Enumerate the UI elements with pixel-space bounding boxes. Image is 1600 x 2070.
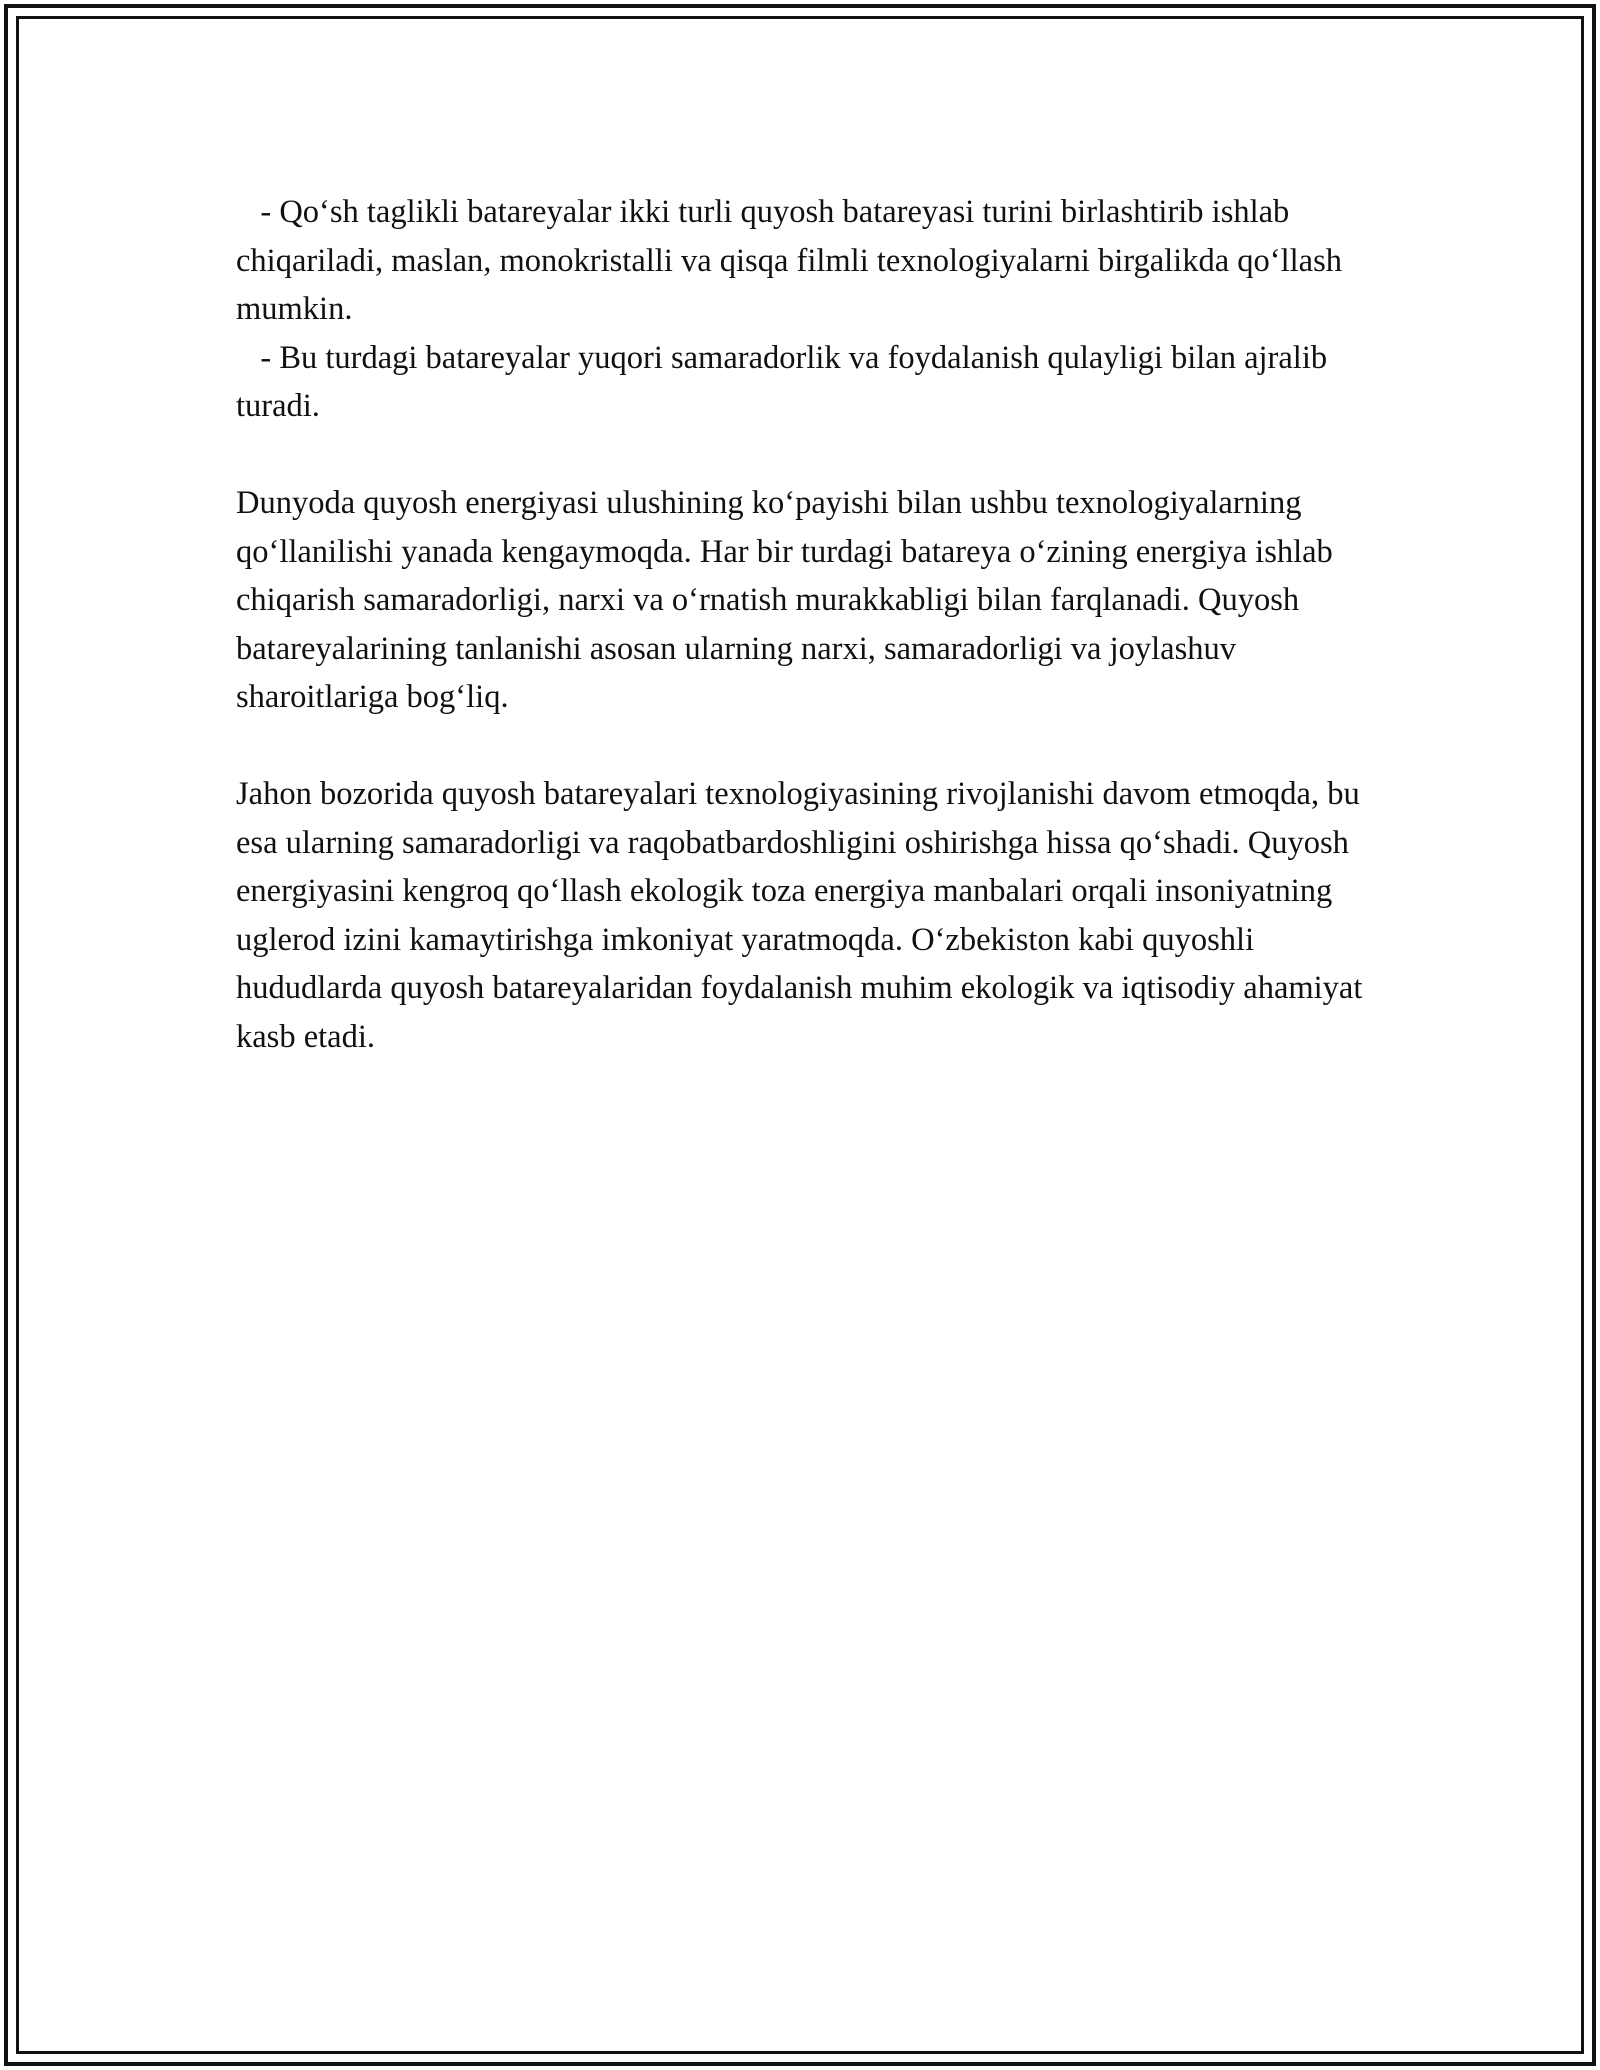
body-paragraph-2: Jahon bozorida quyosh batareyalari texnologiyasining rivojlanishi davom etmoqda, bu esa ularning samaradorligi va raqobatbardoshligini oshirishga hissa qo‘shadi. Quyosh energiyasini kengroq qo‘llash ekologik toza energiya manbalari orqali insoniyatning uglerod izini kamaytirishga imkoniyat yaratmoqda. O‘zbekiston kabi quyoshli hududlarda quyosh batareyalaridan foydalanish muhim ekologik va iqtisodiy ahamiyat kasb etadi. bbox=[236, 776, 1371, 1055]
document-body bbox=[236, 188, 1384, 1061]
bullet-paragraph-2: - Bu turdagi batareyalar yuqori samaradorlik va foydalanish qulayligi bilan ajralib turadi. bbox=[236, 339, 1336, 424]
bullet-paragraph-1: - Qo‘sh taglikli batareyalar ikki turli quyosh batareyasi turini birlashtirib ishlab chiqariladi, maslan, monokristalli va qisqa filmli texnologiyalarni birgalikda qo‘llash mumkin. bbox=[236, 194, 1351, 327]
body-paragraph-1: Dunyoda quyosh energiyasi ulushining ko‘payishi bilan ushbu texnologiyalarning qo‘llanilishi yanada kengaymoqda. Har bir turdagi batareya o‘zining energiya ishlab chiqarish samaradorligi, narxi va o‘rnatish murakkabligi bilan farqlanadi. Quyosh batareyalarining tanlanishi asosan ularning narxi, samaradorligi va joylashuv sharoitlariga bog‘liq. bbox=[236, 485, 1341, 715]
paragraph-spacer bbox=[236, 722, 1384, 771]
paragraph-spacer bbox=[236, 431, 1384, 480]
